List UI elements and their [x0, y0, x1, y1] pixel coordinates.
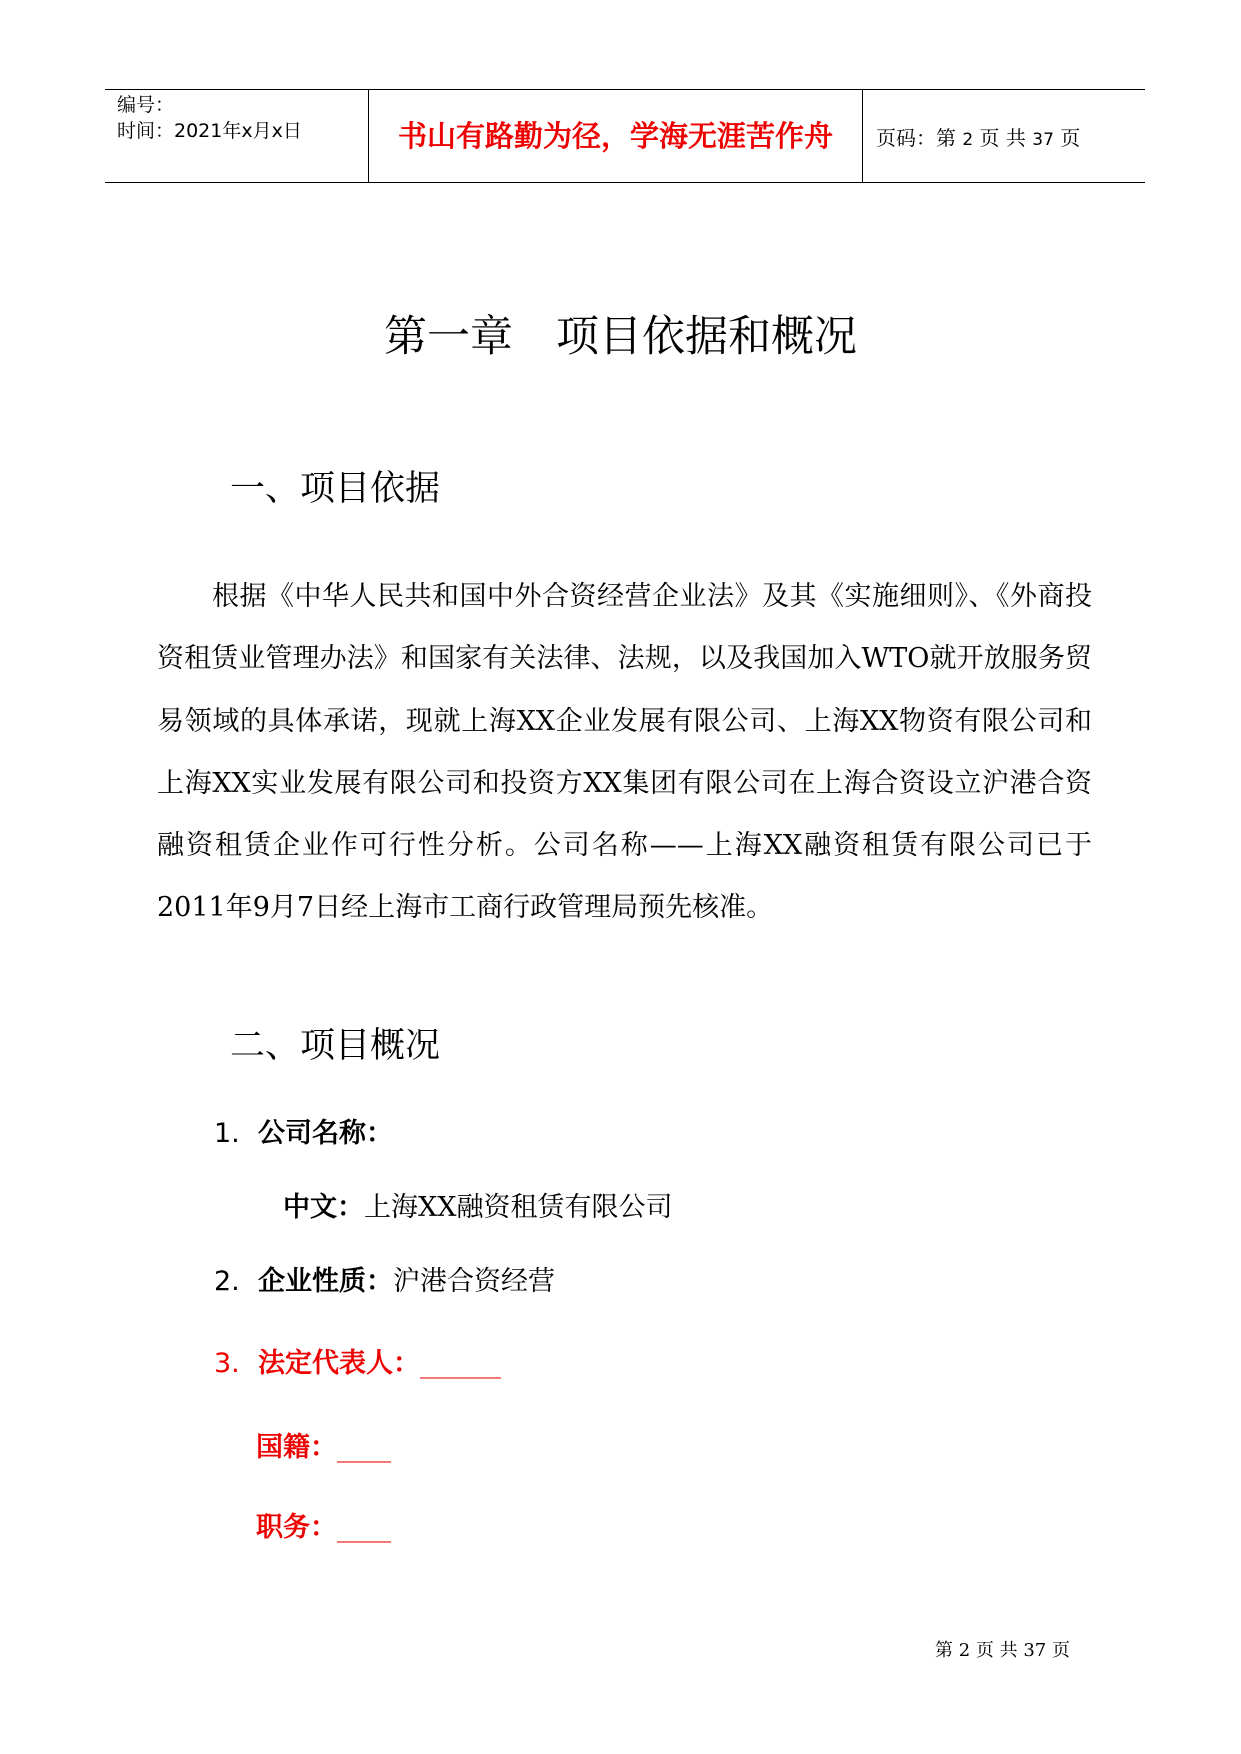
header-middle-cell	[369, 90, 863, 182]
chapter-title: 第一章 项目依据和概况	[384, 312, 857, 362]
header-page-code	[876, 126, 1080, 152]
item-blank: ____	[337, 1512, 391, 1543]
item-label: 公司名称：	[258, 1118, 393, 1149]
item-number: 3.	[214, 1348, 240, 1379]
basis-paragraph: 根据《中华人民共和国中外合资经营企业法》及其《实施细则》、《外商投资租赁业管理办法》和国家有关法律、法规，以及我国加入WTO就开放服务贸易领域的具体承诺，现就上海XX企业发展有限公司、上海XX物资有限公司和上海XX实业发展有限公司和投资方XX集团有限公司在上海合资设立沪港合资融资租赁企业作可行性分析。公司名称——上海XX融资租赁有限公司已于2011年9月7日经上海市工商行政管理局预先核准。	[157, 581, 1092, 924]
list-subitem-nationality	[256, 1430, 391, 1466]
list-subitem-position	[256, 1510, 391, 1546]
section-title-overview: 二、项目概况	[230, 1026, 441, 1066]
item-number: 1.	[214, 1118, 240, 1149]
header-motto: 书山有路勤为径，学海无涯苦作舟	[397, 119, 833, 153]
document-number-label: 编号：	[117, 94, 175, 116]
page-code-total: 37	[1032, 130, 1054, 150]
item-label: 法定代表人：	[258, 1348, 420, 1379]
list-item-company-name	[214, 1116, 393, 1152]
list-item-legal-representative	[214, 1346, 501, 1382]
item-label: 职务：	[256, 1512, 337, 1543]
section-title-basis: 一、项目依据	[230, 469, 441, 509]
document-time-label: 时间：2021年x月x日	[117, 120, 302, 142]
list-subitem-chinese-name	[283, 1190, 672, 1226]
page-code-current: 2	[962, 130, 974, 150]
page-code-mid: 页 共	[979, 126, 1026, 150]
header-left-cell	[105, 90, 369, 182]
item-blank: ______	[420, 1348, 501, 1379]
item-label: 中文：	[283, 1192, 364, 1223]
page-header	[105, 89, 1145, 183]
item-value: 沪港合资经营	[393, 1266, 555, 1297]
item-label: 企业性质：	[258, 1266, 393, 1297]
list-item-enterprise-nature	[214, 1264, 555, 1300]
item-number: 2.	[214, 1266, 240, 1297]
page-code-suffix: 页	[1060, 126, 1081, 150]
page-code-prefix: 页码：第	[876, 126, 956, 150]
item-blank: ____	[337, 1432, 391, 1463]
item-value: 上海XX融资租赁有限公司	[364, 1192, 673, 1223]
item-label: 国籍：	[256, 1432, 337, 1463]
header-right-cell	[863, 90, 1145, 182]
page-footer: 第 2 页 共 37 页	[935, 1640, 1070, 1661]
